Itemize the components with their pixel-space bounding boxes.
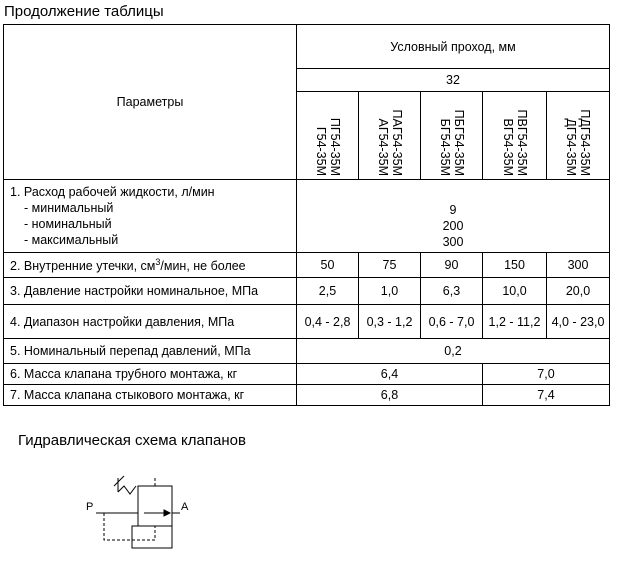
- table-row: [4, 278, 610, 305]
- scheme-title: Гидравлическая схема клапанов: [18, 432, 246, 449]
- leak-label: 2. Внутренние утечки, $см^3$/мин, не более: [4, 253, 297, 278]
- cell: 0,4 - 2,8: [297, 305, 359, 339]
- table-row: [4, 253, 610, 278]
- port-a-label: A: [181, 501, 189, 513]
- cell: 4,0 - 23,0: [547, 305, 610, 339]
- cell: 50: [297, 253, 359, 278]
- table-row: [4, 180, 610, 253]
- cell: 20,0: [547, 278, 610, 305]
- mass-pipe-label: 6. Масса клапана трубного монтажа, кг: [4, 364, 297, 385]
- params-header: Параметры: [4, 25, 297, 180]
- set-pressure-label: 3. Давление настройки номинальное, МПа: [4, 278, 297, 305]
- cell: 6,3: [421, 278, 483, 305]
- cell: 0,6 - 7,0: [421, 305, 483, 339]
- port-p-label: P: [86, 501, 94, 513]
- cell: 150: [483, 253, 547, 278]
- table-caption: Продолжение таблицы: [4, 3, 164, 20]
- return-line: [132, 526, 172, 548]
- model-header: Г54-35МПГ54-35М: [297, 92, 359, 180]
- flow-label: 1. Расход рабочей жидкости, л/мин - минимальный - номинальный - максимальный: [4, 180, 297, 253]
- valve-symbol: [96, 476, 180, 548]
- bore-header: Условный проход, мм: [297, 25, 610, 69]
- table-row: [4, 339, 610, 364]
- model-header: ВГ54-35МПВГ54-35М: [483, 92, 547, 180]
- hydraulic-scheme-diagram: [80, 470, 200, 556]
- cell: 6,4: [297, 364, 483, 385]
- flow-values: 9 200 300: [297, 180, 610, 253]
- cell: 1,2 - 11,2: [483, 305, 547, 339]
- table-row: [4, 305, 610, 339]
- cell: 7,4: [483, 385, 610, 406]
- table-row: [4, 385, 610, 406]
- cell: 0,3 - 1,2: [359, 305, 421, 339]
- model-header: АГ54-35МПАГ54-35М: [359, 92, 421, 180]
- cell: 300: [547, 253, 610, 278]
- range-label: 4. Диапазон настройки давления, МПа: [4, 305, 297, 339]
- table-row: [4, 364, 610, 385]
- cell: 90: [421, 253, 483, 278]
- mass-stack-label: 7. Масса клапана стыкового монтажа, кг: [4, 385, 297, 406]
- valve-body: [138, 486, 172, 526]
- spec-table: [3, 24, 610, 406]
- bore-value: 32: [297, 69, 610, 92]
- cell: 1,0: [359, 278, 421, 305]
- cell: 2,5: [297, 278, 359, 305]
- cell: 6,8: [297, 385, 483, 406]
- cell: 7,0: [483, 364, 610, 385]
- flow-arrowhead: [164, 510, 170, 516]
- model-header: БГ54-35МПБГ54-35М: [421, 92, 483, 180]
- model-header: ДГ54-35МПДГ54-35М: [547, 92, 610, 180]
- cell: 75: [359, 253, 421, 278]
- cell: 10,0: [483, 278, 547, 305]
- cell: 0,2: [297, 339, 610, 364]
- drop-label: 5. Номинальный перепад давлений, МПа: [4, 339, 297, 364]
- adjust-arrow: [114, 476, 124, 486]
- spring: [118, 486, 136, 494]
